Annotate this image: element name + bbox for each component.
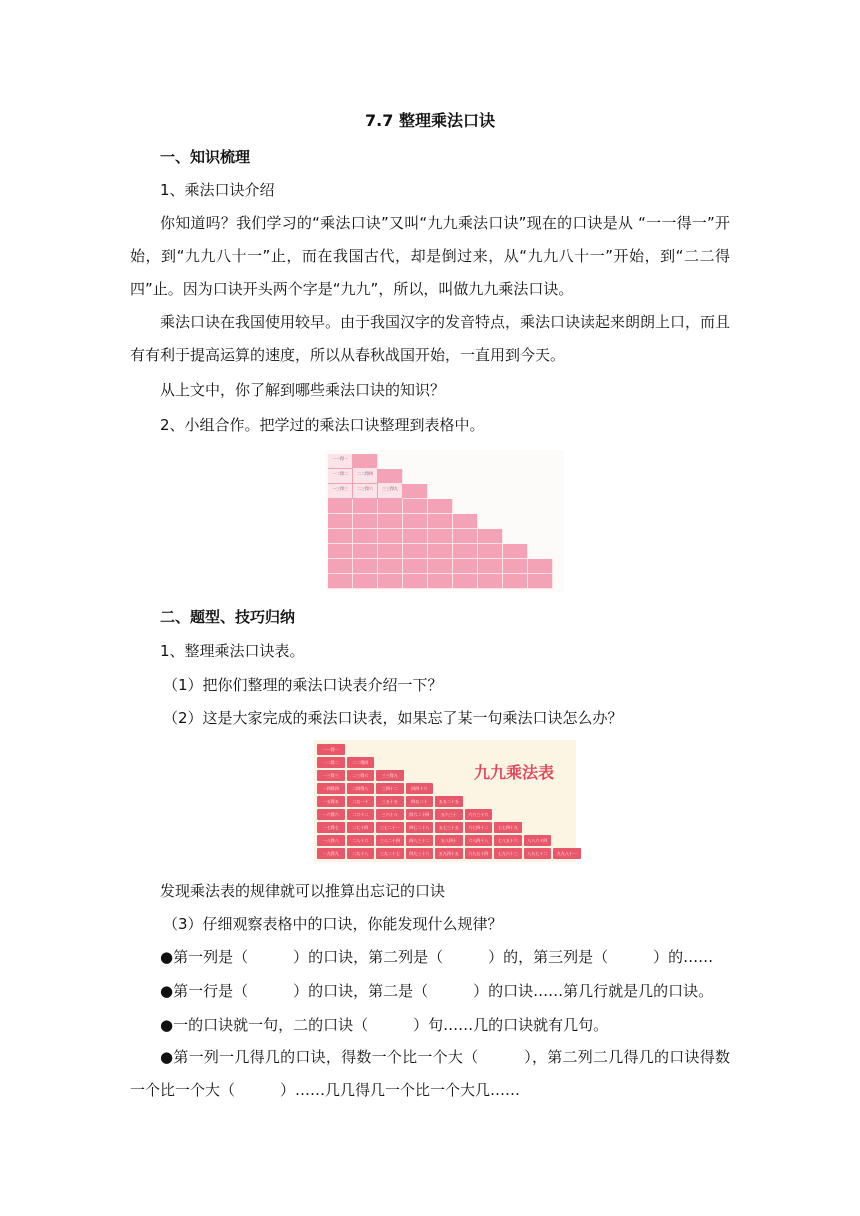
multiplication-cell: 三八二十四 (376, 835, 404, 846)
section2-heading: 二、题型、技巧归纳 (160, 608, 296, 626)
multiplication-cell: 三五十五 (376, 796, 404, 807)
staircase-cell (328, 574, 353, 589)
section2-item1: 1、整理乘法口诀表。 (160, 642, 305, 660)
staircase-cell (428, 499, 453, 514)
staircase-cell (403, 574, 428, 589)
bullet-increments: ●第一列一几得几的口诀，得数一个比一个大（ ），第二列二几得几的口诀得数一个比一个大（ ）……几几得几一个比一个大几…… (130, 1048, 730, 1099)
staircase-table-figure (326, 450, 564, 592)
multiplication-cell: 五五二十五 (435, 796, 463, 807)
staircase-cell (428, 514, 453, 529)
staircase-cell (353, 559, 378, 574)
staircase-cell (478, 529, 503, 544)
multiplication-cell: 二六十二 (347, 809, 375, 820)
question-2: （2）这是大家完成的乘法口诀表，如果忘了某一句乘法口诀怎么办？ (163, 709, 623, 727)
multiplication-cell: 九九八十一 (553, 848, 581, 859)
multiplication-cell: 四八三十二 (406, 835, 434, 846)
history-paragraph: 乘法口诀在我国使用较早。由于我国汉字的发音特点，乘法口诀读起来朗朗上口，而且有有利于提高运算的速度，所以从春秋战国开始，一直用到今天。 (130, 313, 731, 364)
staircase-cell: 三三得九 (378, 484, 403, 499)
multiplication-cell: 三六十八 (376, 809, 404, 820)
multiplication-cell: 五八四十 (435, 835, 463, 846)
staircase-cell: 一三得三 (328, 484, 353, 499)
multiplication-cell: 二七十四 (347, 822, 375, 833)
staircase-cell (328, 559, 353, 574)
staircase-cell (503, 544, 528, 559)
multiplication-table-figure (314, 740, 576, 862)
multiplication-cell: 七九六十三 (494, 848, 522, 859)
staircase-cell (453, 544, 478, 559)
finding-text: 发现乘法表的规律就可以推算出忘记的口诀 (160, 882, 446, 900)
staircase-cell (378, 469, 403, 484)
staircase-cell: 一一得一 (328, 454, 353, 469)
multiplication-cell: 四六二十四 (406, 809, 434, 820)
multiplication-cell: 一二得二 (317, 757, 345, 768)
multiplication-cell: 四七二十八 (406, 822, 434, 833)
multiplication-cell: 一八得八 (317, 835, 345, 846)
staircase-cell (528, 574, 553, 589)
multiplication-cell: 一七得七 (317, 822, 345, 833)
multiplication-cell: 四四十六 (406, 783, 434, 794)
multiplication-cell: 三三得九 (376, 770, 404, 781)
multiplication-cell: 三七二十一 (376, 822, 404, 833)
staircase-cell (478, 559, 503, 574)
staircase-cell (403, 529, 428, 544)
multiplication-cell: 二九十八 (347, 848, 375, 859)
multiplication-cell: 八八六十四 (524, 835, 552, 846)
page-title: 7.7 整理乘法口诀 (365, 111, 495, 130)
staircase-cell (528, 559, 553, 574)
staircase-cell (503, 574, 528, 589)
staircase-cell: 二二得四 (353, 469, 378, 484)
multiplication-cell: 三四十二 (376, 783, 404, 794)
multiplication-cell: 一六得六 (317, 809, 345, 820)
staircase-cell (328, 544, 353, 559)
section1-item2: 2、小组合作。把学过的乘法口诀整理到表格中。 (160, 416, 485, 434)
staircase-cell (428, 559, 453, 574)
staircase-cell (403, 544, 428, 559)
staircase-cell (353, 514, 378, 529)
multiplication-cell: 一三得三 (317, 770, 345, 781)
question-text: 从上文中，你了解到哪些乘法口诀的知识？ (160, 381, 446, 399)
multiplication-cell: 二二得四 (347, 757, 375, 768)
multiplication-cell: 六八四十八 (465, 835, 493, 846)
staircase-cell (453, 559, 478, 574)
staircase-cell (428, 529, 453, 544)
multiplication-cell: 六九五十四 (465, 848, 493, 859)
staircase-cell (428, 544, 453, 559)
multiplication-cell: 四九三十六 (406, 848, 434, 859)
question-3: （3）仔细观察表格中的口诀，你能发现什么规律？ (163, 915, 503, 933)
multiplication-cell: 六六三十六 (465, 809, 493, 820)
staircase-cell (503, 559, 528, 574)
staircase-cell (378, 514, 403, 529)
multiplication-cell: 二四得八 (347, 783, 375, 794)
staircase-cell (353, 544, 378, 559)
staircase-cell (403, 499, 428, 514)
staircase-cell (353, 454, 378, 469)
staircase-cell (453, 529, 478, 544)
staircase-cell (403, 514, 428, 529)
staircase-cell (378, 559, 403, 574)
table-title: 九九乘法表 (474, 763, 555, 782)
staircase-cell (353, 574, 378, 589)
bullet-count: ●一的口诀就一句，二的口诀（ ）句……几的口诀就有几句。 (160, 1016, 609, 1034)
multiplication-cell: 五九四十五 (435, 848, 463, 859)
staircase-cell (478, 544, 503, 559)
intro-paragraph: 你知道吗？我们学习的“乘法口诀”又叫“九九乘法口诀”现在的口诀是从 “一一得一”开始，到“九九八十一”止，而在我国古代，却是倒过来，从“九九八十一”开始，到“二二得四”止。因为口诀开头两个字是“九九”，所以，叫做九九乘法口诀。 (130, 214, 730, 298)
staircase-cell (378, 529, 403, 544)
multiplication-cell: 一一得一 (317, 744, 345, 755)
staircase-cell (328, 529, 353, 544)
multiplication-cell: 一五得五 (317, 796, 345, 807)
staircase-cell (353, 499, 378, 514)
multiplication-cell: 一四得四 (317, 783, 345, 794)
staircase-cell (378, 574, 403, 589)
staircase-cell (403, 484, 428, 499)
multiplication-cell: 五七三十五 (435, 822, 463, 833)
staircase-cell (428, 574, 453, 589)
multiplication-cell: 六七四十二 (465, 822, 493, 833)
multiplication-cell: 四五二十 (406, 796, 434, 807)
multiplication-cell: 二八十六 (347, 835, 375, 846)
staircase-cell (453, 574, 478, 589)
staircase-cell (478, 574, 503, 589)
multiplication-cell: 三九二十七 (376, 848, 404, 859)
multiplication-cell: 五六三十 (435, 809, 463, 820)
staircase-cell (353, 529, 378, 544)
staircase-cell (328, 514, 353, 529)
section1-heading: 一、知识梳理 (160, 148, 251, 166)
staircase-cell (328, 499, 353, 514)
bullet-rows: ●第一行是（ ）的口诀，第二是（ ）的口诀……第几行就是几的口诀。 (160, 982, 714, 1000)
staircase-cell: 二三得六 (353, 484, 378, 499)
multiplication-cell: 一九得九 (317, 848, 345, 859)
multiplication-cell: 二五一十 (347, 796, 375, 807)
multiplication-cell: 七七四十九 (494, 822, 522, 833)
multiplication-cell: 七八五十六 (494, 835, 522, 846)
bullet-columns: ●第一列是（ ）的口诀，第二列是（ ）的，第三列是（ ）的…… (160, 948, 714, 966)
staircase-cell (378, 499, 403, 514)
multiplication-cell: 二三得六 (347, 770, 375, 781)
question-1: （1）把你们整理的乘法口诀表介绍一下？ (163, 676, 443, 694)
staircase-cell (403, 559, 428, 574)
multiplication-cell: 八九七十二 (524, 848, 552, 859)
staircase-cell: 一二得二 (328, 469, 353, 484)
section1-item1: 1、乘法口诀介绍 (160, 181, 275, 199)
staircase-cell (453, 514, 478, 529)
staircase-cell (378, 544, 403, 559)
